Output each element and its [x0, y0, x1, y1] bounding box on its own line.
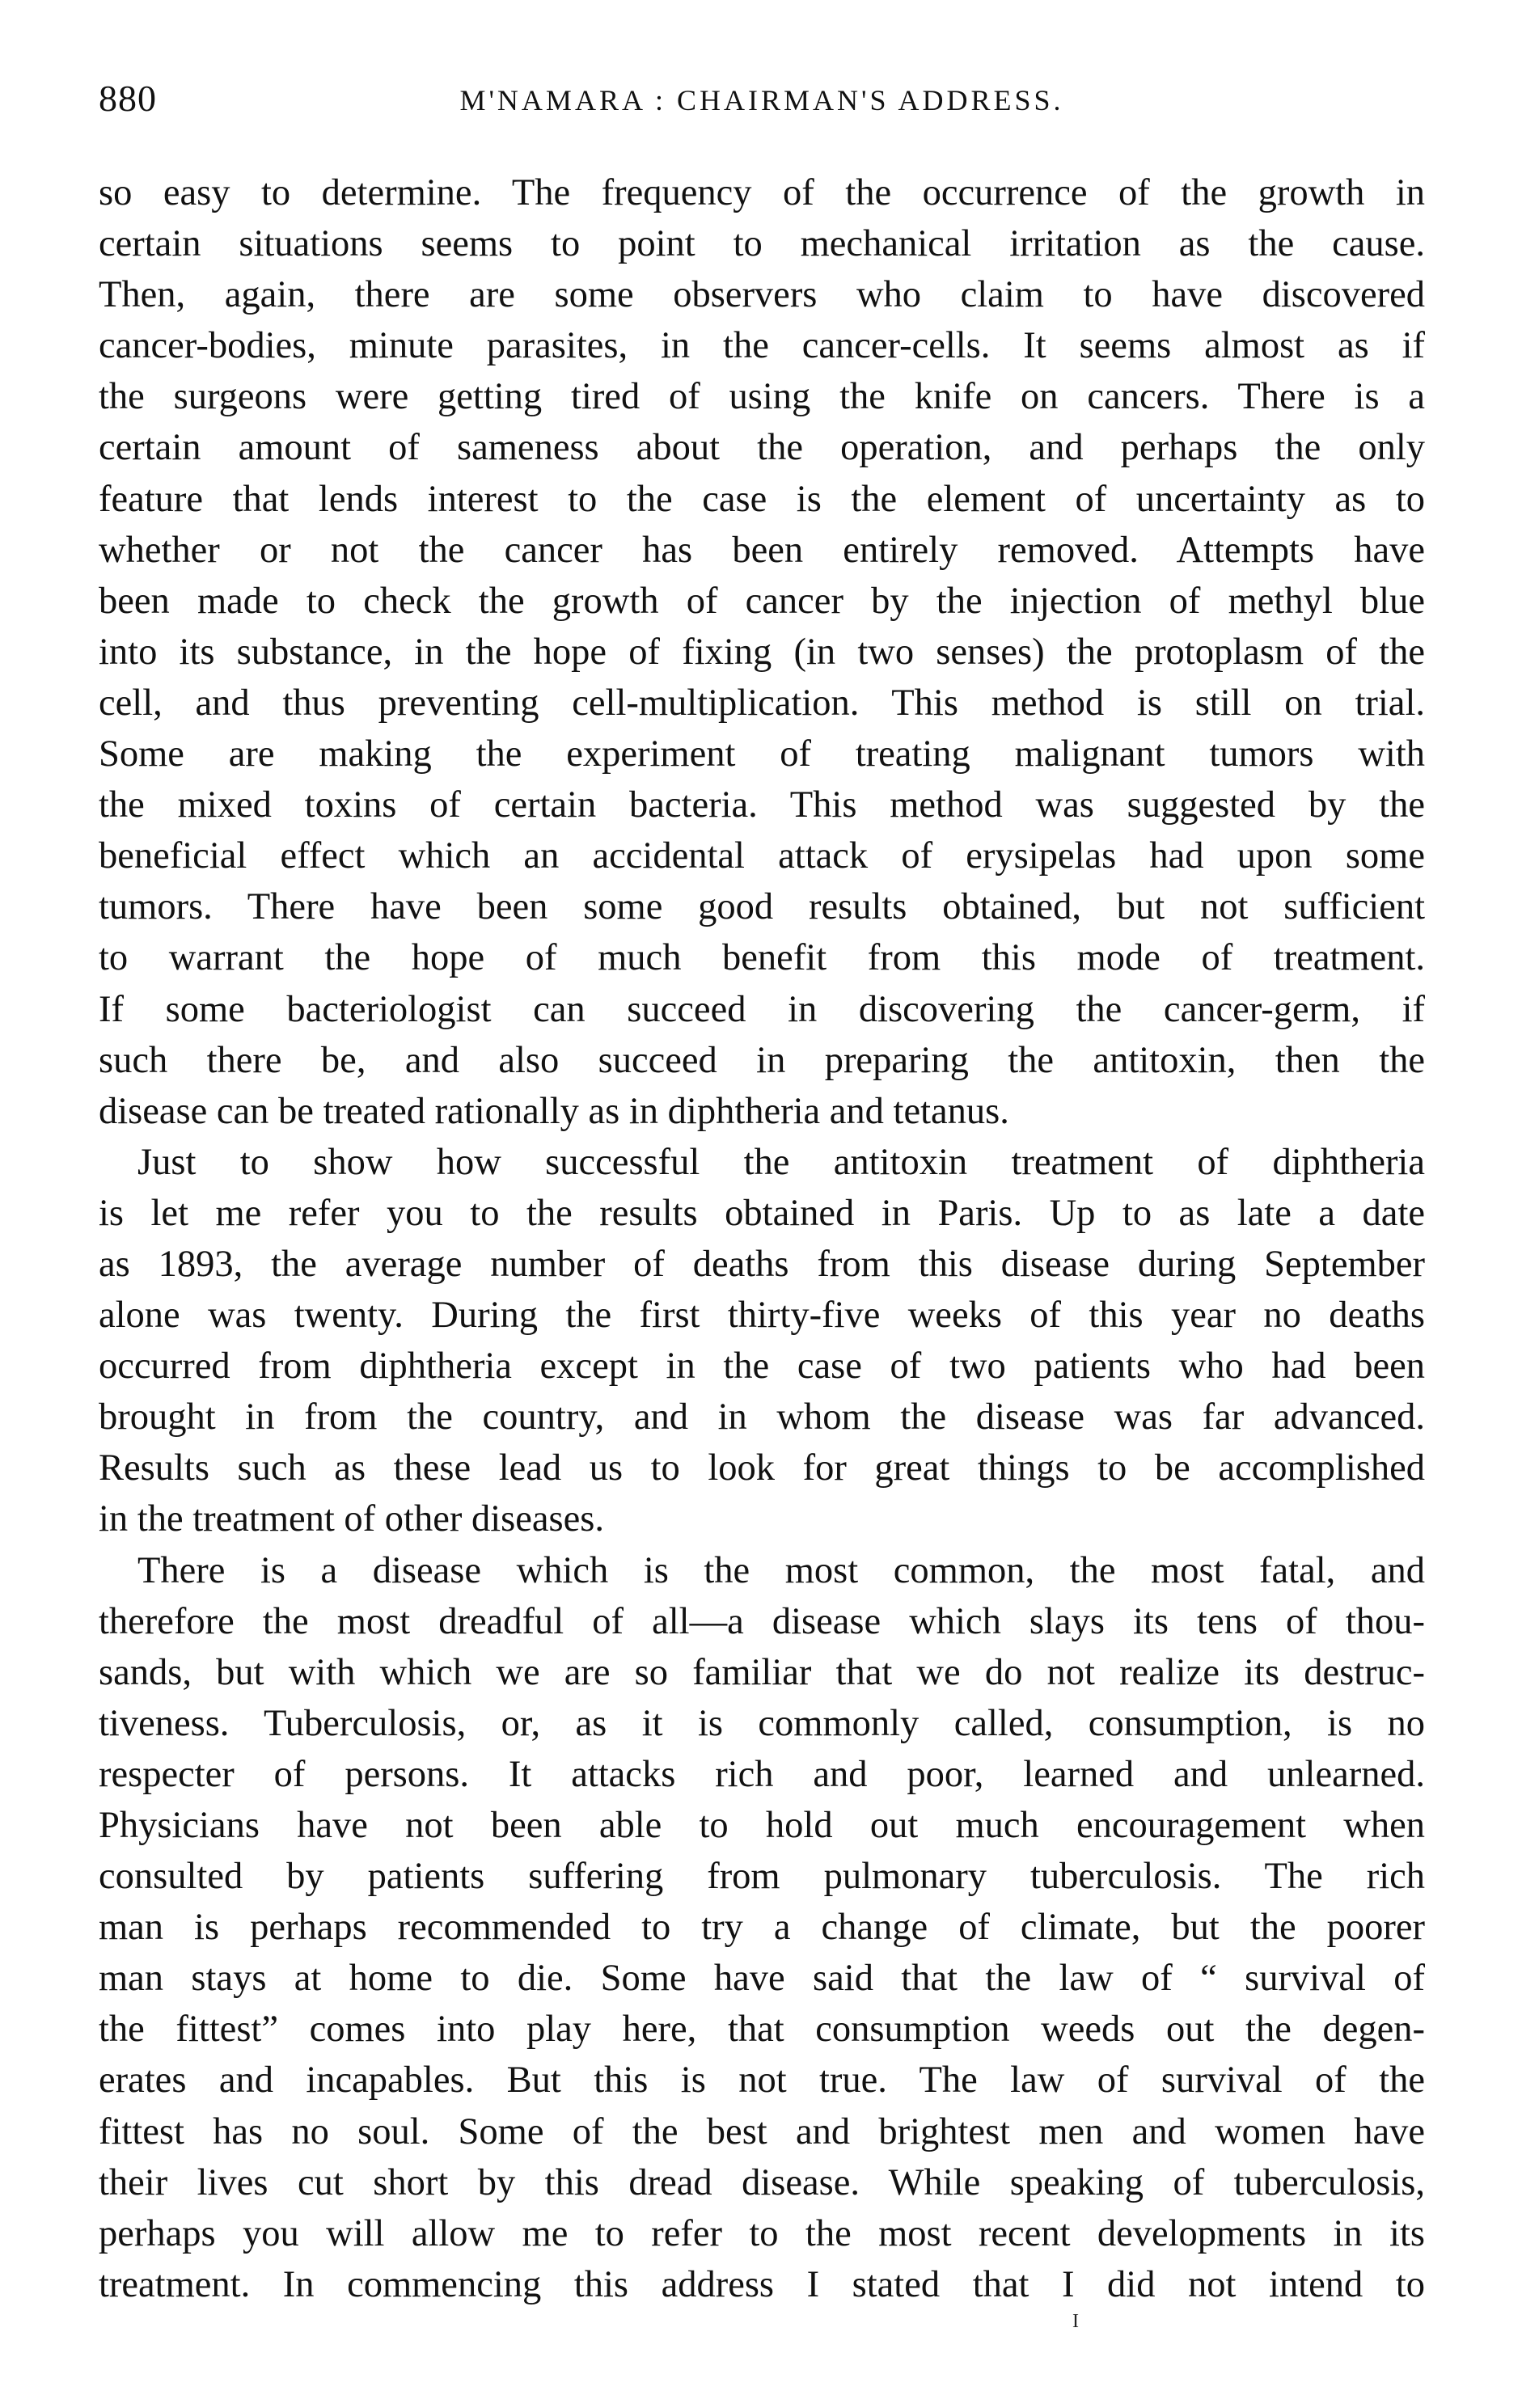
page-header	[99, 77, 1425, 125]
text-line: certain situations seems to point to mechanical irritation as the cause.	[99, 223, 1425, 265]
text-line: respecter of persons. It attacks rich and poor, learned and unlearned.	[99, 1753, 1425, 1795]
text-line: in the treatment of other diseases.	[99, 1498, 604, 1540]
text-line: perhaps you will allow me to refer to the most recent developments in its	[99, 2212, 1425, 2254]
text-line: feature that lends interest to the case is the element of uncertainty as to	[99, 478, 1425, 520]
text-line: Physicians have not been able to hold out much encouragement when	[99, 1805, 1425, 1846]
text-line: Then, again, there are some observers who claim to have discovered	[99, 274, 1425, 316]
text-line: treatment. In commencing this address I stated that I did not intend to	[99, 2263, 1425, 2305]
text-line: the mixed toxins of certain bacteria. This method was suggested by the	[99, 784, 1425, 826]
text-line: disease can be treated rationally as in diphtheria and tetanus.	[99, 1090, 1009, 1132]
text-line: erates and incapables. But this is not true. The law of survival of the	[99, 2059, 1425, 2102]
paragraph-3	[99, 1545, 1425, 2310]
text-line: to warrant the hope of much benefit from this mode of treatment.	[99, 937, 1425, 979]
text-line: occurred from diphtheria except in the case of two patients who had been	[99, 1346, 1425, 1388]
text-line: certain amount of sameness about the operation, and perhaps the only	[99, 427, 1425, 469]
text-line: cell, and thus preventing cell-multiplication. This method is still on trial.	[99, 682, 1425, 724]
folio-signature-mark: I	[1072, 2311, 1079, 2332]
text-line: their lives cut short by this dread disease. While speaking of tuberculosis,	[99, 2161, 1425, 2203]
text-line: man is perhaps recommended to try a change of climate, but the poorer	[99, 1907, 1425, 1949]
text-line: alone was twenty. During the first thirty-five weeks of this year no deaths	[99, 1295, 1425, 1337]
body-text	[99, 167, 1425, 2310]
text-line: Some are making the experiment of treating malignant tumors with	[99, 733, 1425, 775]
text-line: tiveness. Tuberculosis, or, as it is commonly called, consumption, is no	[99, 1702, 1425, 1744]
page-number: 880	[99, 78, 157, 119]
text-line: sands, but with which we are so familiar that we do not realize its destruc-	[99, 1651, 1425, 1693]
text-line: cancer-bodies, minute parasites, in the cancer-cells. It seems almost as if	[99, 325, 1425, 367]
running-head: M'NAMARA : CHAIRMAN'S ADDRESS.	[459, 84, 1064, 116]
text-line: man stays at home to die. Some have said that the law of “ survival of	[99, 1958, 1425, 2000]
text-line: the fittest” comes into play here, that consumption weeds out the degen-	[99, 2009, 1425, 2051]
text-line: Results such as these lead us to look for great things to be accomplished	[99, 1447, 1425, 1489]
text-line: beneficial effect which an accidental attack of erysipelas had upon some	[99, 835, 1425, 877]
text-line: been made to check the growth of cancer by the injection of methyl blue	[99, 580, 1425, 622]
paragraph-1	[99, 167, 1425, 1137]
text-line: Just to show how successful the antitoxin treatment of diphtheria	[137, 1141, 1425, 1183]
text-line: tumors. There have been some good results obtained, but not sufficient	[99, 886, 1425, 928]
text-line: brought in from the country, and in whom the disease was far advanced.	[99, 1396, 1425, 1438]
text-line: such there be, and also succeed in preparing the antitoxin, then the	[99, 1039, 1425, 1081]
text-line: If some bacteriologist can succeed in discovering the cancer-germ, if	[99, 988, 1425, 1030]
text-line: consulted by patients suffering from pulmonary tuberculosis. The rich	[99, 1856, 1425, 1898]
text-line: the surgeons were getting tired of using the knife on cancers. There is a	[99, 376, 1425, 418]
text-line: as 1893, the average number of deaths from this disease during September	[99, 1243, 1425, 1285]
text-line: into its substance, in the hope of fixing (in two senses) the protoplasm of the	[99, 631, 1425, 673]
text-line: fittest has no soul. Some of the best and brightest men and women have	[99, 2110, 1425, 2152]
text-line: is let me refer you to the results obtained in Paris. Up to as late a date	[99, 1192, 1425, 1234]
paragraph-2	[99, 1137, 1425, 1545]
text-line: so easy to determine. The frequency of the occurrence of the growth in	[99, 172, 1425, 213]
text-line: There is a disease which is the most common, the most fatal, and	[137, 1549, 1425, 1591]
text-line: therefore the most dreadful of all—a disease which slays its tens of thou-	[99, 1600, 1425, 1642]
text-line: whether or not the cancer has been entirely removed. Attempts have	[99, 529, 1425, 571]
